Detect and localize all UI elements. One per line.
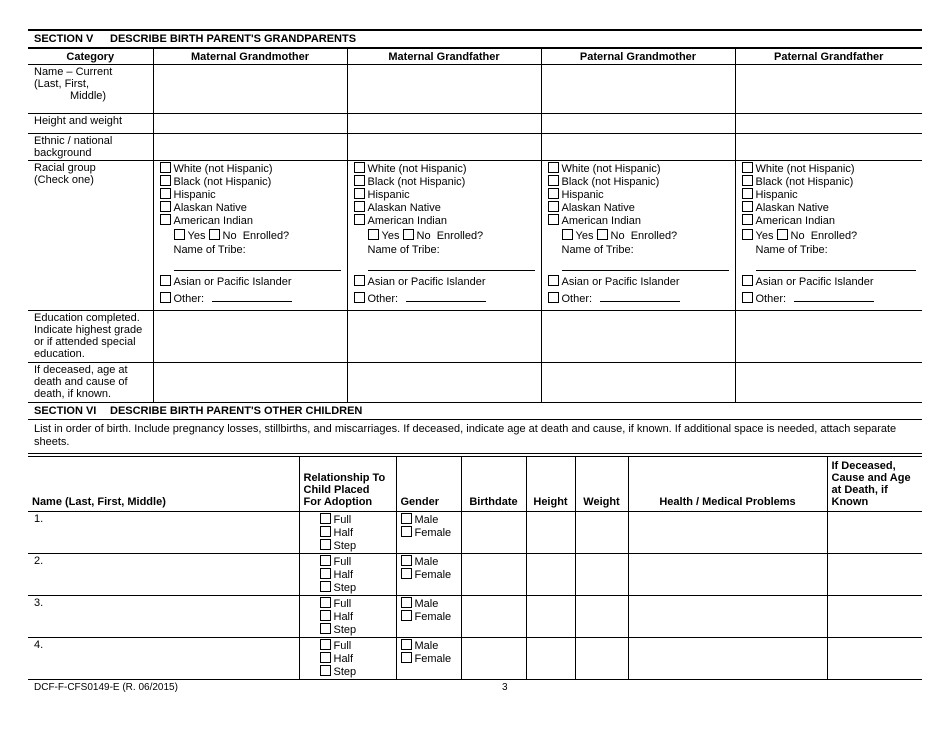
- header-paternal-grandmother: Paternal Grandmother: [541, 49, 735, 65]
- form-page: [28, 29, 922, 680]
- row-name: [28, 65, 922, 114]
- checkbox-half[interactable]: [320, 652, 331, 663]
- name-maternal-grandmother-field[interactable]: [153, 65, 347, 114]
- checkbox-full[interactable]: [320, 639, 331, 650]
- children-header-row: [28, 457, 922, 512]
- header-gender: Gender: [396, 457, 461, 512]
- checkbox-male[interactable]: [401, 513, 412, 524]
- height-weight-maternal-grandfather-field[interactable]: [347, 114, 541, 134]
- birthdate-field[interactable]: [461, 554, 526, 596]
- gender-options: Male Female: [396, 596, 461, 638]
- row-height-weight-label: Height and weight: [28, 114, 153, 134]
- row-racial: [28, 161, 922, 311]
- checkbox-enrolled-yes[interactable]: [562, 229, 573, 240]
- ethnic-maternal-grandmother-field[interactable]: [153, 134, 347, 161]
- name-maternal-grandfather-field[interactable]: [347, 65, 541, 114]
- checkbox-white[interactable]: [742, 162, 753, 173]
- checkbox-enrolled-yes[interactable]: [742, 229, 753, 240]
- gender-options: Male Female: [396, 512, 461, 554]
- checkbox-alaskan-native[interactable]: [548, 201, 559, 212]
- checkbox-other[interactable]: [742, 292, 753, 303]
- checkbox-asian[interactable]: [548, 275, 559, 286]
- checkbox-american-indian[interactable]: [354, 214, 365, 225]
- deceased-field[interactable]: [827, 596, 922, 638]
- checkbox-asian[interactable]: [354, 275, 365, 286]
- header-child-name: Name (Last, First, Middle): [28, 457, 299, 512]
- header-maternal-grandmother: Maternal Grandmother: [153, 49, 347, 65]
- deceased-field[interactable]: [827, 638, 922, 680]
- birthdate-field[interactable]: [461, 638, 526, 680]
- checkbox-enrolled-yes[interactable]: [368, 229, 379, 240]
- education-maternal-grandfather-field[interactable]: [347, 311, 541, 363]
- checkbox-enrolled-no[interactable]: [597, 229, 608, 240]
- row-racial-label: Racial group (Check one): [28, 161, 153, 311]
- racial-paternal-grandmother: White (not Hispanic) Black (not Hispanic) Hispanic Alaskan Native American Indian Yes No Enrolled? Name of Tribe: Asian or Pacific Islander Other:: [541, 161, 735, 311]
- weight-field[interactable]: [575, 512, 628, 554]
- relationship-options: Full Half Step: [299, 638, 396, 680]
- checkbox-male[interactable]: [401, 555, 412, 566]
- checkbox-female[interactable]: [401, 652, 412, 663]
- row-deceased-label: If deceased, age at death and cause of death, if known.: [28, 363, 153, 403]
- form-id: DCF-F-CFS0149-E (R. 06/2015): [34, 682, 178, 693]
- checkbox-american-indian[interactable]: [548, 214, 559, 225]
- tribe-label: Name of Tribe:: [173, 244, 246, 256]
- health-field[interactable]: [628, 512, 827, 554]
- checkbox-hispanic[interactable]: [548, 188, 559, 199]
- other-line[interactable]: [406, 292, 486, 302]
- checkbox-asian[interactable]: [742, 275, 753, 286]
- page-number: 3: [502, 682, 508, 693]
- header-deceased: If Deceased, Cause and Age at Death, if Known: [827, 457, 922, 512]
- weight-field[interactable]: [575, 638, 628, 680]
- education-paternal-grandfather-field[interactable]: [735, 311, 922, 363]
- checkbox-enrolled-no[interactable]: [209, 229, 220, 240]
- checkbox-half[interactable]: [320, 610, 331, 621]
- height-field[interactable]: [526, 512, 575, 554]
- header-relationship: Relationship To Child Placed For Adoption: [299, 457, 396, 512]
- tribe-label: Name of Tribe:: [367, 244, 440, 256]
- racial-maternal-grandmother: White (not Hispanic) Black (not Hispanic) Hispanic Alaskan Native American Indian Yes No Enrolled? Name of Tribe: Asian or Pacific Islander Other:: [153, 161, 347, 311]
- tribe-line[interactable]: [174, 262, 341, 271]
- height-weight-paternal-grandfather-field[interactable]: [735, 114, 922, 134]
- tribe-line[interactable]: [368, 262, 535, 271]
- checkbox-female[interactable]: [401, 568, 412, 579]
- row-height-weight: [28, 114, 922, 134]
- checkbox-alaskan-native[interactable]: [354, 201, 365, 212]
- row-ethnic-label: Ethnic / national background: [28, 134, 153, 161]
- weight-field[interactable]: [575, 554, 628, 596]
- relationship-options: Full Half Step: [299, 596, 396, 638]
- checkbox-american-indian[interactable]: [160, 214, 171, 225]
- checkbox-male[interactable]: [401, 597, 412, 608]
- checkbox-half[interactable]: [320, 568, 331, 579]
- checkbox-hispanic[interactable]: [160, 188, 171, 199]
- height-weight-maternal-grandmother-field[interactable]: [153, 114, 347, 134]
- checkbox-hispanic[interactable]: [742, 188, 753, 199]
- ethnic-paternal-grandmother-field[interactable]: [541, 134, 735, 161]
- row-education-label: Education completed. Indicate highest grade or if attended special education.: [28, 311, 153, 363]
- other-line[interactable]: [600, 292, 680, 302]
- deceased-field[interactable]: [827, 554, 922, 596]
- checkbox-other[interactable]: [354, 292, 365, 303]
- checkbox-full[interactable]: [320, 555, 331, 566]
- checkbox-white[interactable]: [354, 162, 365, 173]
- deceased-field[interactable]: [827, 512, 922, 554]
- checkbox-enrolled-yes[interactable]: [174, 229, 185, 240]
- relationship-options: Full Half Step: [299, 554, 396, 596]
- section-vi-header: [28, 403, 922, 420]
- gender-options: Male Female: [396, 638, 461, 680]
- checkbox-full[interactable]: [320, 597, 331, 608]
- checkbox-other[interactable]: [160, 292, 171, 303]
- checkbox-alaskan-native[interactable]: [160, 201, 171, 212]
- other-line[interactable]: [794, 292, 874, 302]
- header-health: Health / Medical Problems: [628, 457, 827, 512]
- header-height: Height: [526, 457, 575, 512]
- section-vi-instructions: List in order of birth. Include pregnancy losses, stillbirths, and miscarriages. If deceased, indicate age at death and cause, if known. If additional space is needed, attach separate sheets.: [28, 420, 922, 454]
- health-field[interactable]: [628, 554, 827, 596]
- checkbox-step[interactable]: [320, 665, 331, 676]
- checkbox-black[interactable]: [354, 175, 365, 186]
- checkbox-alaskan-native[interactable]: [742, 201, 753, 212]
- section-v-number: SECTION V: [34, 33, 94, 45]
- checkbox-step[interactable]: [320, 581, 331, 592]
- deceased-paternal-grandmother-field[interactable]: [541, 363, 735, 403]
- row-deceased: [28, 363, 922, 403]
- racial-maternal-grandfather: White (not Hispanic) Black (not Hispanic) Hispanic Alaskan Native American Indian Yes No Enrolled? Name of Tribe: Asian or Pacific Islander Other:: [347, 161, 541, 311]
- ethnic-paternal-grandfather-field[interactable]: [735, 134, 922, 161]
- checkbox-male[interactable]: [401, 639, 412, 650]
- height-weight-paternal-grandmother-field[interactable]: [541, 114, 735, 134]
- table-row: [28, 512, 922, 554]
- header-maternal-grandfather: Maternal Grandfather: [347, 49, 541, 65]
- header-birthdate: Birthdate: [461, 457, 526, 512]
- height-field[interactable]: [526, 638, 575, 680]
- table-row: [28, 554, 922, 596]
- checkbox-step[interactable]: [320, 623, 331, 634]
- checkbox-enrolled-no[interactable]: [777, 229, 788, 240]
- weight-field[interactable]: [575, 596, 628, 638]
- row-education: [28, 311, 922, 363]
- checkbox-black[interactable]: [548, 175, 559, 186]
- checkbox-asian[interactable]: [160, 275, 171, 286]
- racial-paternal-grandfather: White (not Hispanic) Black (not Hispanic) Hispanic Alaskan Native American Indian Yes No Enrolled? Name of Tribe: Asian or Pacific Islander Other:: [735, 161, 922, 311]
- tribe-line[interactable]: [562, 262, 729, 271]
- name-paternal-grandmother-field[interactable]: [541, 65, 735, 114]
- checkbox-black[interactable]: [742, 175, 753, 186]
- table-row: [28, 596, 922, 638]
- header-category: Category: [28, 49, 153, 65]
- section-v-title: DESCRIBE BIRTH PARENT'S GRANDPARENTS: [110, 33, 357, 45]
- checkbox-american-indian[interactable]: [742, 214, 753, 225]
- checkbox-white[interactable]: [548, 162, 559, 173]
- child-row-number: 1.: [28, 512, 299, 554]
- height-field[interactable]: [526, 554, 575, 596]
- section-vi-title: DESCRIBE BIRTH PARENT'S OTHER CHILDREN: [110, 405, 363, 417]
- health-field[interactable]: [628, 638, 827, 680]
- child-row-number: 2.: [28, 554, 299, 596]
- checkbox-other[interactable]: [548, 292, 559, 303]
- deceased-paternal-grandfather-field[interactable]: [735, 363, 922, 403]
- checkbox-half[interactable]: [320, 526, 331, 537]
- other-line[interactable]: [212, 292, 292, 302]
- row-ethnic: [28, 134, 922, 161]
- section-v-header: [28, 29, 922, 48]
- health-field[interactable]: [628, 596, 827, 638]
- checkbox-enrolled-no[interactable]: [403, 229, 414, 240]
- checkbox-black[interactable]: [160, 175, 171, 186]
- row-name-label: Name – Current (Last, First, Middle): [28, 65, 153, 114]
- ethnic-maternal-grandfather-field[interactable]: [347, 134, 541, 161]
- grandparents-header-row: [28, 49, 922, 65]
- other-children-table: [28, 456, 922, 680]
- grandparents-table: [28, 48, 922, 403]
- education-maternal-grandmother-field[interactable]: [153, 311, 347, 363]
- deceased-maternal-grandmother-field[interactable]: [153, 363, 347, 403]
- height-field[interactable]: [526, 596, 575, 638]
- tribe-label: Name of Tribe:: [755, 244, 828, 256]
- checkbox-step[interactable]: [320, 539, 331, 550]
- birthdate-field[interactable]: [461, 512, 526, 554]
- deceased-maternal-grandfather-field[interactable]: [347, 363, 541, 403]
- education-paternal-grandmother-field[interactable]: [541, 311, 735, 363]
- header-weight: Weight: [575, 457, 628, 512]
- child-row-number: 4.: [28, 638, 299, 680]
- child-row-number: 3.: [28, 596, 299, 638]
- checkbox-full[interactable]: [320, 513, 331, 524]
- checkbox-hispanic[interactable]: [354, 188, 365, 199]
- gender-options: Male Female: [396, 554, 461, 596]
- tribe-label: Name of Tribe:: [561, 244, 634, 256]
- birthdate-field[interactable]: [461, 596, 526, 638]
- checkbox-white[interactable]: [160, 162, 171, 173]
- name-paternal-grandfather-field[interactable]: [735, 65, 922, 114]
- relationship-options: Full Half Step: [299, 512, 396, 554]
- checkbox-female[interactable]: [401, 526, 412, 537]
- tribe-line[interactable]: [756, 262, 917, 271]
- section-vi-number: SECTION VI: [34, 405, 97, 417]
- header-paternal-grandfather: Paternal Grandfather: [735, 49, 922, 65]
- checkbox-female[interactable]: [401, 610, 412, 621]
- table-row: [28, 638, 922, 680]
